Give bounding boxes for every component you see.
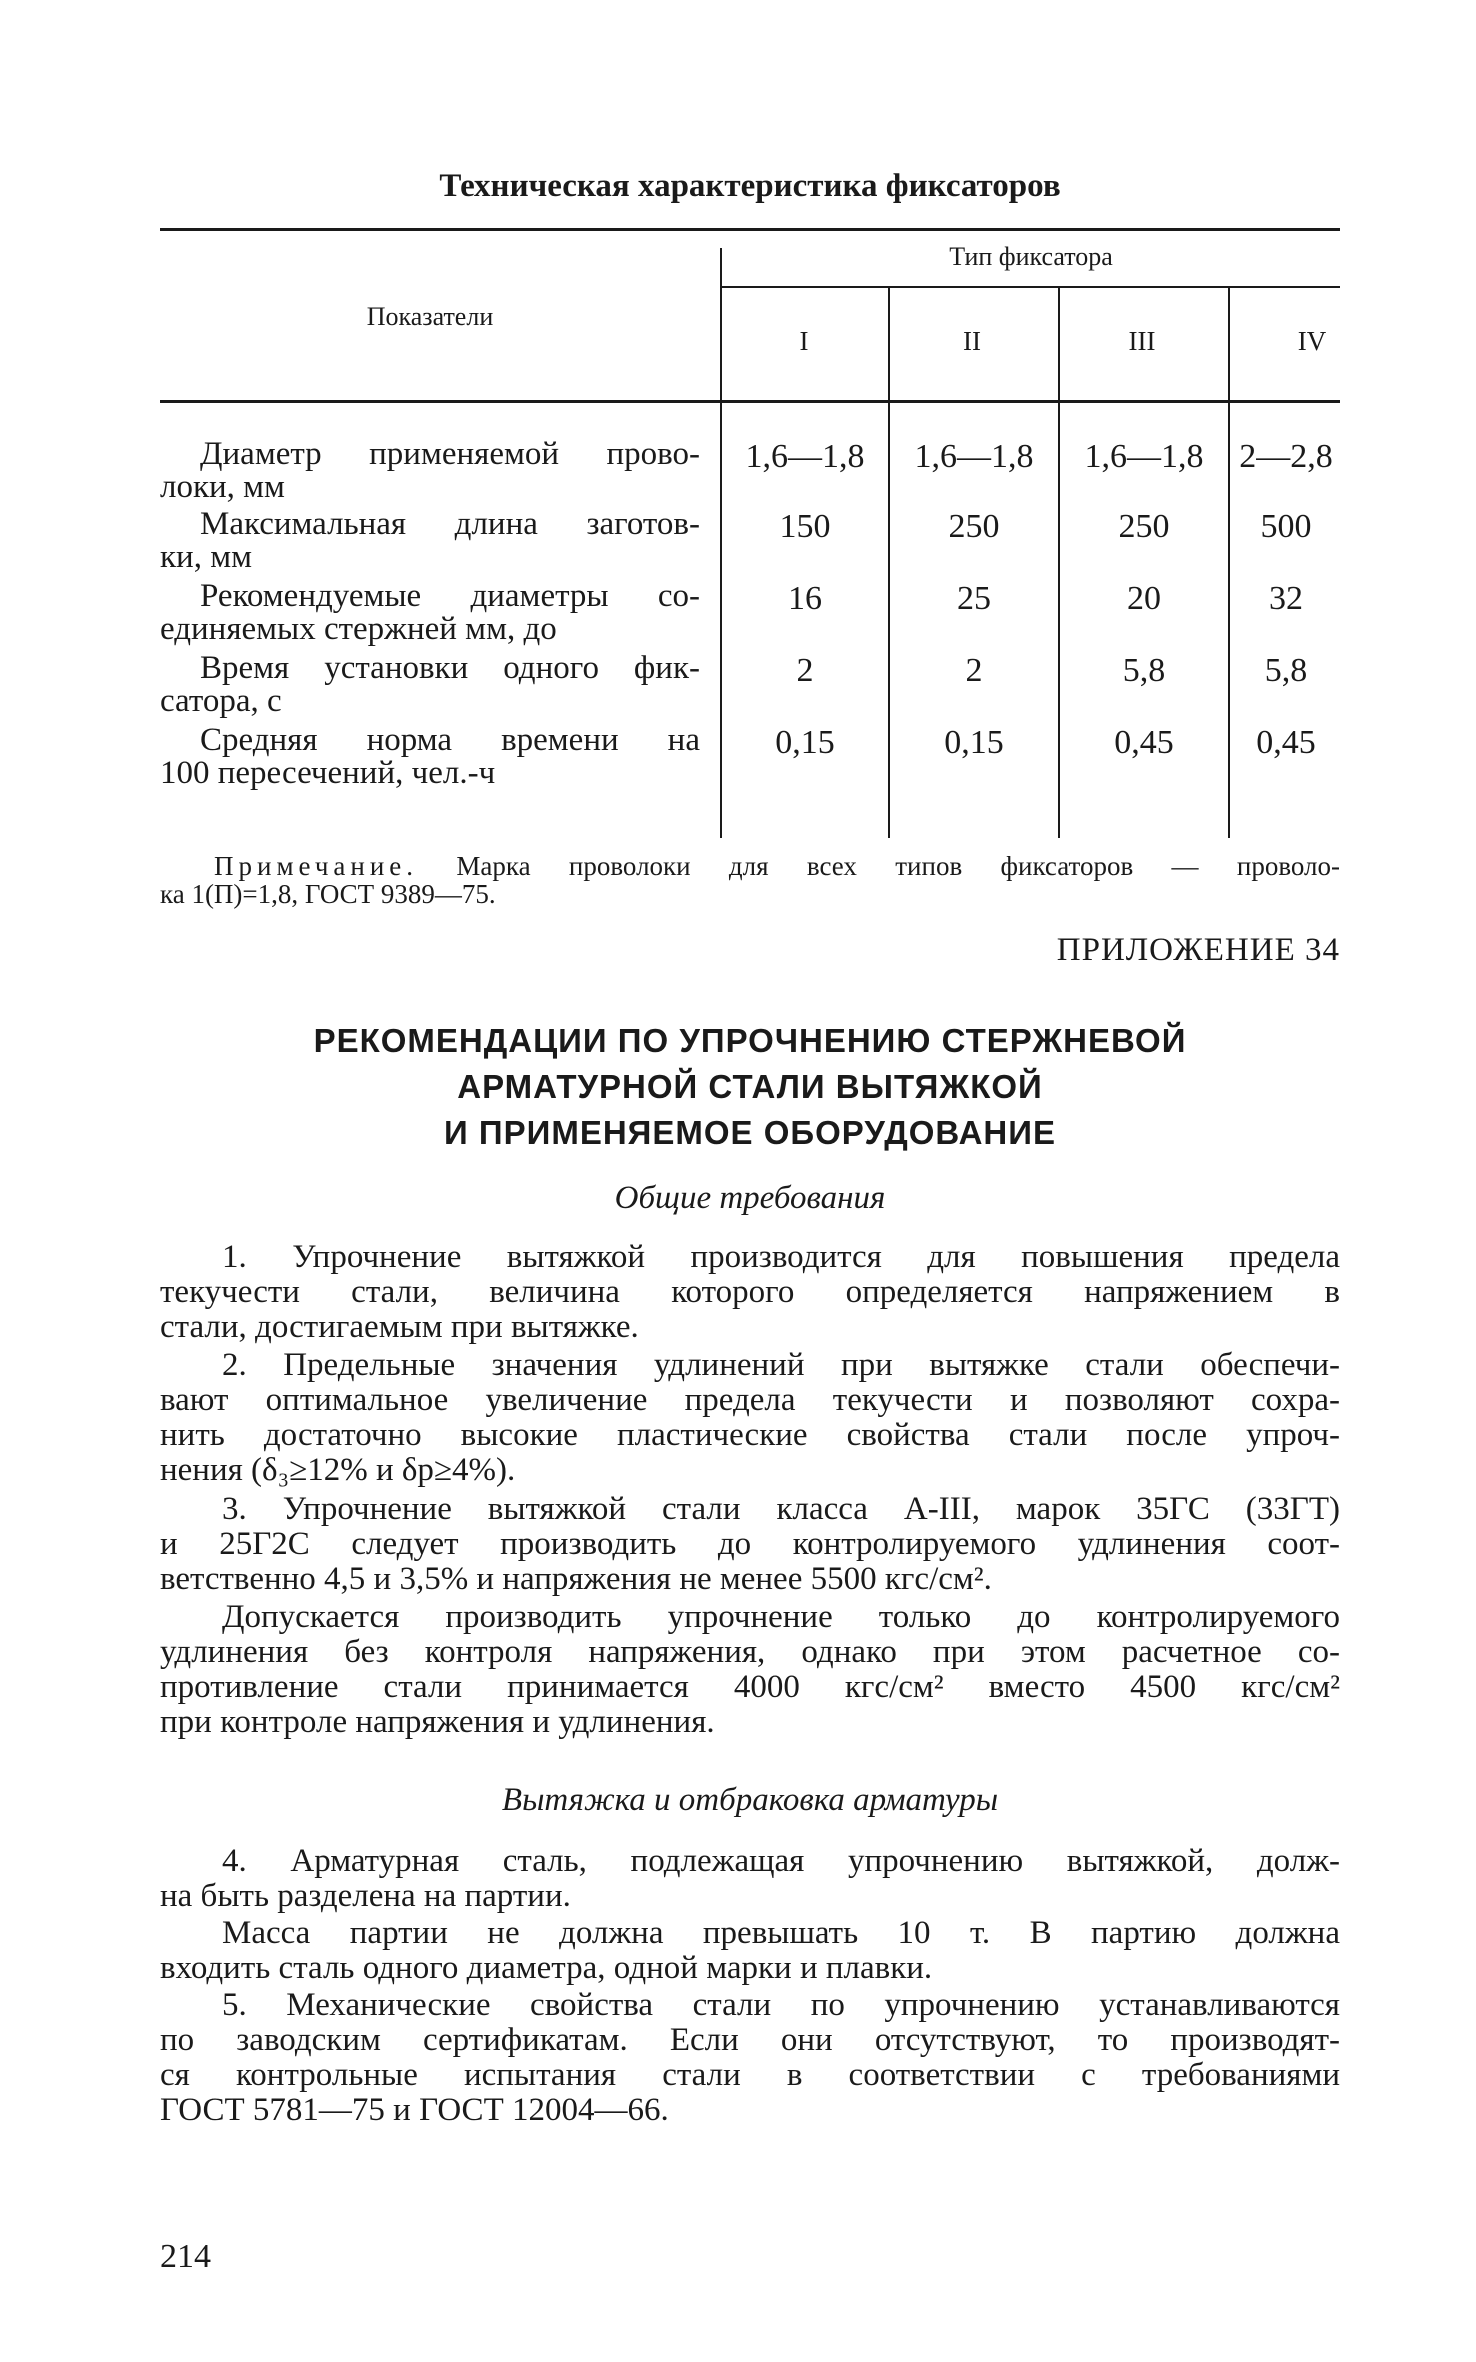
cell-r2-c3: 250	[1118, 508, 1170, 545]
subheading-stretching: Вытяжка и отбраковка арматуры	[501, 1782, 999, 1818]
row-label-bar-diameters: Рекомендуемые диаметры со- единяемых стержней мм, до	[160, 578, 700, 647]
cell-r4-c1: 2	[796, 652, 814, 689]
note-label: Примечание.	[214, 851, 419, 881]
note-line2: ка 1(П)=1,8, ГОСТ 9389—75.	[160, 879, 496, 909]
header-indicators: Показатели	[366, 302, 494, 331]
paragraph-5: 5. Механические свойства стали по упрочнению устанавливаются по заводским сертификатам. Если они отсутствуют, то производят- ся контрольные испытания стали в соответствии с требованиями ГОСТ 5781—75 и ГОСТ 12004—66.	[160, 1987, 1340, 2128]
cell-r2-c1: 150	[779, 508, 831, 545]
cell-r5-c1: 0,15	[775, 724, 835, 761]
cell-r3-c4: 32	[1269, 580, 1303, 617]
table-title: Техническая характеристика фиксаторов	[439, 168, 1061, 204]
header-type: Тип фиксатора	[949, 242, 1113, 271]
type-header-rule	[720, 286, 1340, 288]
cell-r3-c3: 20	[1127, 580, 1161, 617]
appendix-label: ПРИЛОЖЕНИЕ 34	[1056, 932, 1340, 968]
cell-r1-c2: 1,6—1,8	[914, 438, 1034, 475]
row-label-max-length: Максимальная длина заготов- ки, мм	[160, 506, 700, 575]
cell-r3-c2: 25	[957, 580, 991, 617]
cell-r1-c4: 2—2,8	[1239, 438, 1333, 475]
cell-r5-c3: 0,45	[1114, 724, 1174, 761]
table-note	[160, 852, 1340, 908]
specs-table	[160, 228, 1340, 838]
cell-r1-c1: 1,6—1,8	[745, 438, 865, 475]
cell-r4-c3: 5,8	[1122, 652, 1166, 689]
note-line1: Марка проволоки для всех типов фиксаторов — проволо-	[456, 851, 1341, 881]
paragraph-3b: Допускается производить упрочнение только до контролируемого удлинения без контроля напряжения, однако при этом расчетное со- противление стали принимается 4000 кгс/см² вместо 4500 кгс/см² при контроле напряжения и удлинения.	[160, 1599, 1340, 1740]
cell-r2-c4: 500	[1260, 508, 1312, 545]
paragraph-2: 2. Предельные значения удлинений при вытяжке стали обеспечи- вают оптимальное увеличение предела текучести и позволяют сохра- нить достаточно высокие пластические свойства стали после упроч- нения (δ₃≥12% и δр≥4%).	[160, 1347, 1340, 1488]
cell-r3-c1: 16	[788, 580, 822, 617]
cell-r4-c4: 5,8	[1264, 652, 1308, 689]
section-heading: РЕКОМЕНДАЦИИ ПО УПРОЧНЕНИЮ СТЕРЖНЕВОЙ АРМАТУРНОЙ СТАЛИ ВЫТЯЖКОЙ И ПРИМЕНЯЕМОЕ ОБОРУДОВАНИЕ	[313, 1022, 1187, 1151]
cell-r2-c2: 250	[948, 508, 1000, 545]
header-bottom-rule	[160, 400, 1340, 403]
row-label-time-norm: Средняя норма времени на 100 пересечений, чел.-ч	[160, 722, 700, 791]
subheading-general: Общие требования	[614, 1180, 886, 1216]
type-4-label: IV	[1297, 326, 1327, 356]
table-top-rule	[160, 228, 1340, 231]
type-2-label: II	[963, 326, 981, 356]
type-1-label: I	[799, 326, 809, 356]
paragraph-1: 1. Упрочнение вытяжкой производится для повышения предела текучести стали, величина которого определяется напряжением в стали, достигаемым при вытяжке.	[160, 1239, 1340, 1345]
cell-r4-c2: 2	[965, 652, 983, 689]
paragraph-4b: Масса партии не должна превышать 10 т. В партию должна входить сталь одного диаметра, одной марки и плавки.	[160, 1915, 1340, 1986]
paragraph-3: 3. Упрочнение вытяжкой стали класса А-III, марок 35ГС (33ГТ) и 25Г2С следует производить до контролируемого удлинения соот- ветственно 4,5 и 3,5% и напряжения не менее 5500 кгс/см².	[160, 1491, 1340, 1597]
row-label-wire-diameter: Диаметр применяемой прово- локи, мм	[160, 436, 700, 505]
type-3-label: III	[1128, 326, 1156, 356]
cell-r5-c2: 0,15	[944, 724, 1004, 761]
paragraph-4: 4. Арматурная сталь, подлежащая упрочнению вытяжкой, долж- на быть разделена на партии.	[160, 1843, 1340, 1914]
cell-r5-c4: 0,45	[1256, 724, 1316, 761]
row-label-install-time: Время установки одного фик- сатора, с	[160, 650, 700, 719]
page-number: 214	[160, 2238, 211, 2275]
cell-r1-c3: 1,6—1,8	[1084, 438, 1204, 475]
